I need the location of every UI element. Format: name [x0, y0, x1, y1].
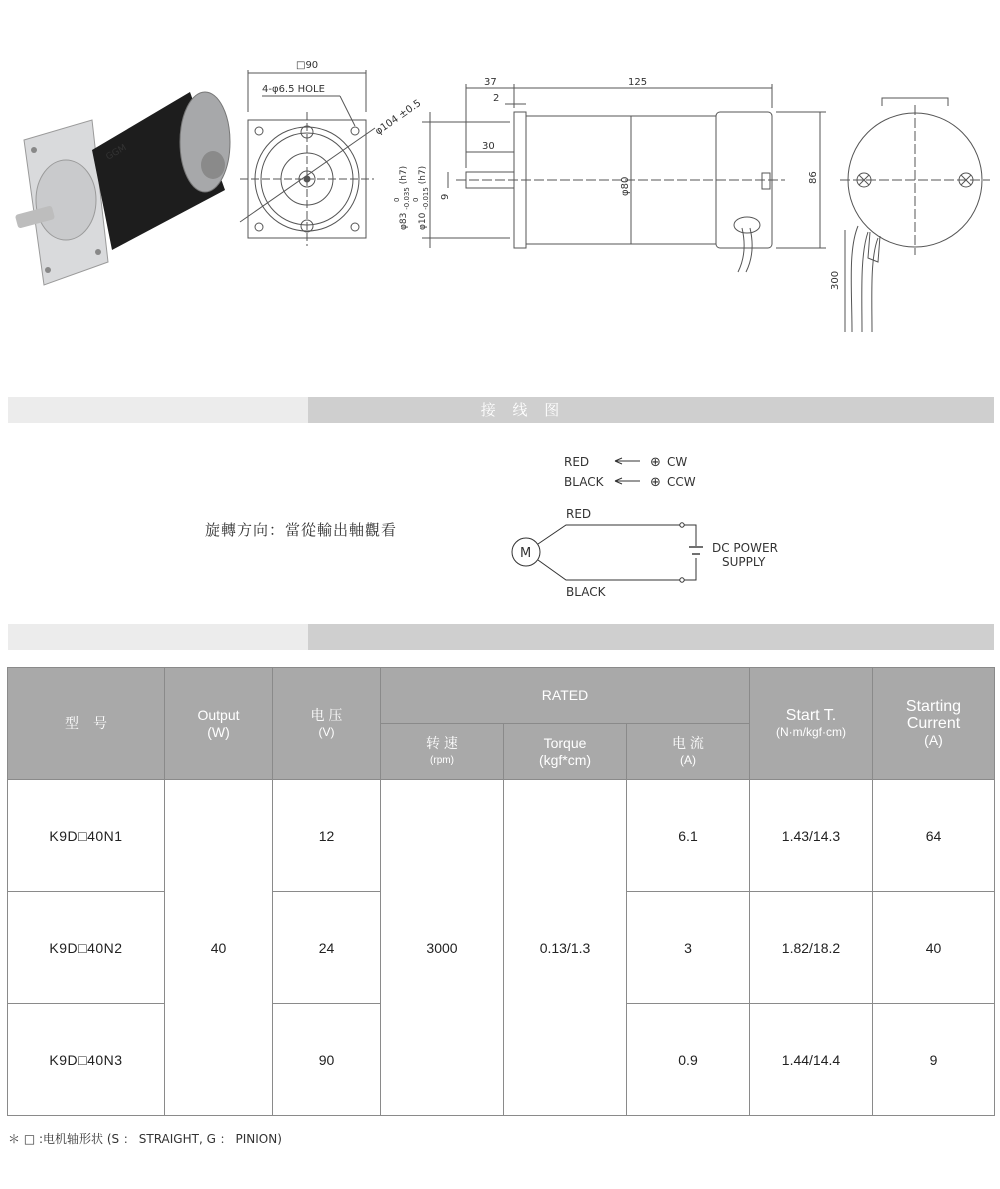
dim-pilot-tol-top: 0: [393, 197, 401, 202]
motor-photo: [15, 92, 230, 285]
cell-starting-current: 9: [873, 1004, 995, 1116]
footnote: ＊ □ :电机轴形状 (S ： STRAIGHT, G ： PINION): [8, 1132, 282, 1146]
dim-square: □90: [296, 60, 319, 71]
arrow-left-icon: [615, 458, 640, 464]
header-output: [165, 668, 273, 780]
legend-polarity-1: ⊕: [650, 455, 661, 470]
cell-start-t: 1.43/14.3: [750, 780, 873, 892]
header-starting-current-label: Starting Current: [905, 698, 962, 732]
header-speed: [381, 724, 504, 780]
svg-text:GGM: GGM: [104, 143, 129, 163]
header-starting-current: [873, 668, 995, 780]
header-voltage-unit: (V): [318, 724, 335, 739]
header-speed-label: 转 速: [426, 734, 458, 751]
dim-shaft-tol: -0.015: [422, 187, 430, 210]
dim-pilot-tol: -0.035: [403, 187, 411, 210]
header-voltage-label: 电 压: [310, 706, 343, 723]
legend-dir-2: CCW: [667, 475, 696, 489]
cell-starting-current: 40: [873, 892, 995, 1004]
dim-flat: 9: [440, 193, 451, 200]
header-model: [8, 668, 165, 780]
cell-start-t: 1.44/14.4: [750, 1004, 873, 1116]
dim-shaft-fit: (h7): [418, 165, 428, 185]
wiring-section-header: [8, 397, 994, 423]
legend-wire-1: RED: [564, 455, 590, 469]
top-wire-label: RED: [566, 507, 592, 521]
table-row: [8, 780, 995, 892]
front-view: [240, 70, 375, 246]
legend-polarity-2: ⊕: [650, 475, 661, 490]
motor-label: M: [520, 546, 532, 561]
dim-30: 30: [482, 141, 495, 152]
cell-voltage: 24: [273, 892, 381, 1004]
cell-voltage: 12: [273, 780, 381, 892]
cell-start-t: 1.82/18.2: [750, 892, 873, 1004]
header-starting-current-unit: (A): [924, 732, 943, 748]
header-speed-unit: (rpm): [430, 754, 454, 766]
hole-note: 4-φ6.5 HOLE: [262, 84, 325, 95]
header-output-label: Output: [197, 706, 240, 723]
header-torque-unit: (kgf*cm): [538, 751, 592, 768]
header-rated: [381, 668, 750, 724]
header-voltage: [273, 668, 381, 780]
cell-speed: 3000: [381, 780, 504, 1116]
supply-line1: DC POWER: [712, 541, 778, 555]
cell-model: K9D□40N3: [8, 1004, 165, 1116]
dim-body: φ80: [620, 176, 631, 196]
arrow-left-icon: [615, 478, 640, 484]
header-current-label: 电 流: [672, 734, 704, 751]
wiring-section-title: 接 线 图: [480, 401, 566, 419]
header-model-label: 型 号: [65, 715, 107, 731]
table-section-header: [8, 624, 994, 650]
header-start-t: [750, 668, 873, 780]
legend-wire-2: BLACK: [564, 475, 604, 489]
cell-output: 40: [165, 780, 273, 1116]
cell-model: K9D□40N2: [8, 892, 165, 1004]
motor-dimension-drawings: [0, 0, 1000, 380]
cell-current: 0.9: [627, 1004, 750, 1116]
cell-starting-current: 64: [873, 780, 995, 892]
dim-shaft-tol-top: 0: [412, 197, 420, 202]
legend-dir-1: CW: [667, 455, 688, 469]
dim-2: 2: [493, 93, 500, 104]
dim-86: 86: [808, 171, 819, 184]
cell-current: 6.1: [627, 780, 750, 892]
dim-pilot-dia: φ83: [399, 212, 409, 230]
dim-pilot-fit: (h7): [399, 165, 409, 185]
dim-pcd: φ104 ±0.5: [373, 97, 424, 138]
supply-line2: SUPPLY: [722, 555, 766, 569]
header-current: [627, 724, 750, 780]
spec-table: [7, 667, 995, 1116]
header-torque: [504, 724, 627, 780]
header-rated-label: RATED: [541, 687, 589, 703]
header-current-unit: (A): [680, 752, 696, 767]
rotation-note: 旋轉方向：當從輸出軸觀看: [205, 521, 398, 539]
dim-125: 125: [628, 77, 648, 88]
dim-shaft-dia: φ10: [418, 212, 428, 230]
header-start-t-label: Start T.: [785, 706, 837, 724]
header-output-unit: (W): [207, 723, 230, 740]
wiring-diagram: [500, 448, 778, 608]
bottom-wire-label: BLACK: [566, 585, 606, 599]
dim-lead: 300: [830, 270, 841, 290]
rear-view: [840, 98, 990, 332]
cell-voltage: 90: [273, 1004, 381, 1116]
header-torque-label: Torque: [543, 734, 587, 751]
cell-model: K9D□40N1: [8, 780, 165, 892]
cell-current: 3: [627, 892, 750, 1004]
dim-37: 37: [484, 77, 497, 88]
header-start-t-unit: (N·m/kgf·cm): [776, 724, 846, 739]
cell-torque: 0.13/1.3: [504, 780, 627, 1116]
